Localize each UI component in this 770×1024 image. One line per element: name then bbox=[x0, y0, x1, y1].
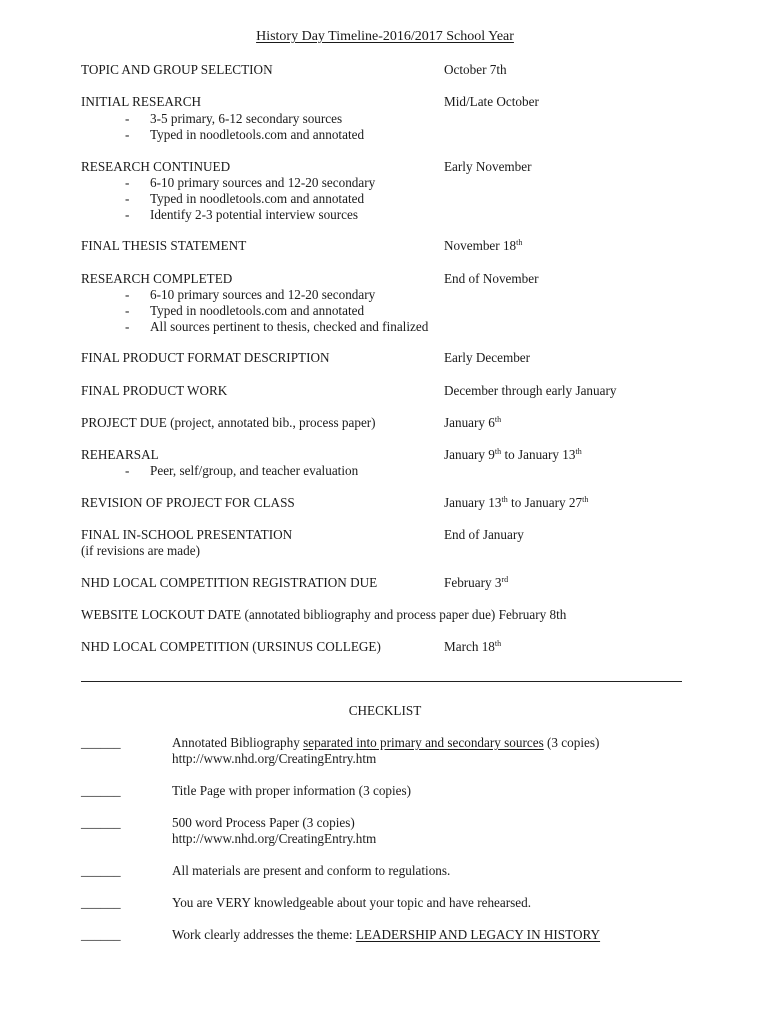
timeline-bullet: 3-5 primary, 6-12 secondary sources bbox=[150, 111, 343, 126]
timeline-date: January 9th to January 13th bbox=[444, 447, 582, 462]
timeline-label: TOPIC AND GROUP SELECTION bbox=[81, 62, 273, 77]
timeline-label: NHD LOCAL COMPETITION (URSINUS COLLEGE) bbox=[81, 639, 381, 654]
checklist-item: You are VERY knowledgeable about your topic and have rehearsed. bbox=[172, 895, 532, 910]
timeline-bullet: Identify 2-3 potential interview sources bbox=[150, 207, 359, 222]
timeline-bullet: Peer, self/group, and teacher evaluation bbox=[150, 463, 359, 478]
timeline-date: Mid/Late October bbox=[444, 94, 539, 109]
timeline-bullet: All sources pertinent to thesis, checked and finalized bbox=[150, 319, 429, 334]
timeline-bullet: Typed in noodletools.com and annotated bbox=[150, 191, 365, 206]
checkbox-blank: ______ bbox=[81, 735, 121, 750]
timeline-label: REVISION OF PROJECT FOR CLASS bbox=[81, 495, 295, 510]
timeline-label: INITIAL RESEARCH bbox=[81, 94, 202, 109]
page-title: History Day Timeline-2016/2017 School Year bbox=[256, 29, 514, 44]
bullet-dash: - bbox=[125, 111, 130, 126]
checkbox-blank: ______ bbox=[81, 815, 121, 830]
bullet-dash: - bbox=[125, 319, 130, 334]
checkbox-blank: ______ bbox=[81, 863, 121, 878]
checklist-item: All materials are present and conform to regulations. bbox=[172, 863, 451, 878]
timeline-label: FINAL PRODUCT WORK bbox=[81, 383, 228, 398]
timeline-date: Early December bbox=[444, 350, 531, 365]
timeline-bullet: Typed in noodletools.com and annotated bbox=[150, 303, 365, 318]
section-divider bbox=[81, 681, 682, 682]
timeline-date: March 18th bbox=[444, 639, 502, 654]
timeline-date: January 6th bbox=[444, 415, 502, 430]
checklist-item: 500 word Process Paper (3 copies) bbox=[172, 815, 355, 830]
checkbox-blank: ______ bbox=[81, 927, 121, 942]
bullet-dash: - bbox=[125, 463, 130, 478]
timeline-label: REHEARSAL bbox=[81, 447, 159, 462]
timeline-bullet: 6-10 primary sources and 12-20 secondary bbox=[150, 175, 376, 190]
timeline-label: NHD LOCAL COMPETITION REGISTRATION DUE bbox=[81, 575, 378, 590]
bullet-dash: - bbox=[125, 191, 130, 206]
timeline-date: November 18th bbox=[444, 238, 523, 253]
timeline-date: October 7th bbox=[444, 62, 507, 77]
checkbox-blank: ______ bbox=[81, 783, 121, 798]
timeline-bullet: Typed in noodletools.com and annotated bbox=[150, 127, 365, 142]
timeline-label: FINAL THESIS STATEMENT bbox=[81, 238, 247, 253]
checklist-item-link: http://www.nhd.org/CreatingEntry.htm bbox=[172, 751, 377, 766]
timeline-label: WEBSITE LOCKOUT DATE (annotated bibliography and process paper due) February 8th bbox=[81, 607, 567, 622]
checklist-item: Annotated Bibliography separated into primary and secondary sources (3 copies) bbox=[172, 735, 600, 750]
checklist-title: CHECKLIST bbox=[348, 703, 422, 718]
timeline-date: December through early January bbox=[444, 383, 617, 398]
bullet-dash: - bbox=[125, 127, 130, 142]
bullet-dash: - bbox=[125, 207, 130, 222]
bullet-dash: - bbox=[125, 287, 130, 302]
timeline-date: Early November bbox=[444, 159, 532, 174]
checkbox-blank: ______ bbox=[81, 895, 121, 910]
checklist-item: Work clearly addresses the theme: LEADERSHIP AND LEGACY IN HISTORY bbox=[172, 927, 601, 942]
bullet-dash: - bbox=[125, 303, 130, 318]
checklist-item: Title Page with proper information (3 copies) bbox=[172, 783, 412, 798]
timeline-sublabel: (if revisions are made) bbox=[81, 543, 201, 558]
timeline-label: FINAL IN-SCHOOL PRESENTATION bbox=[81, 527, 293, 542]
timeline-bullet: 6-10 primary sources and 12-20 secondary bbox=[150, 287, 376, 302]
timeline-date: February 3rd bbox=[444, 575, 509, 590]
timeline-label: RESEARCH COMPLETED bbox=[81, 271, 233, 286]
bullet-dash: - bbox=[125, 175, 130, 190]
timeline-label: RESEARCH CONTINUED bbox=[81, 159, 231, 174]
timeline-date: End of November bbox=[444, 271, 539, 286]
timeline-label: FINAL PRODUCT FORMAT DESCRIPTION bbox=[81, 350, 330, 365]
checklist-item-link: http://www.nhd.org/CreatingEntry.htm bbox=[172, 831, 377, 846]
timeline-label: PROJECT DUE (project, annotated bib., process paper) bbox=[81, 415, 376, 430]
timeline-date: January 13th to January 27th bbox=[444, 495, 589, 510]
timeline-date: End of January bbox=[444, 527, 524, 542]
